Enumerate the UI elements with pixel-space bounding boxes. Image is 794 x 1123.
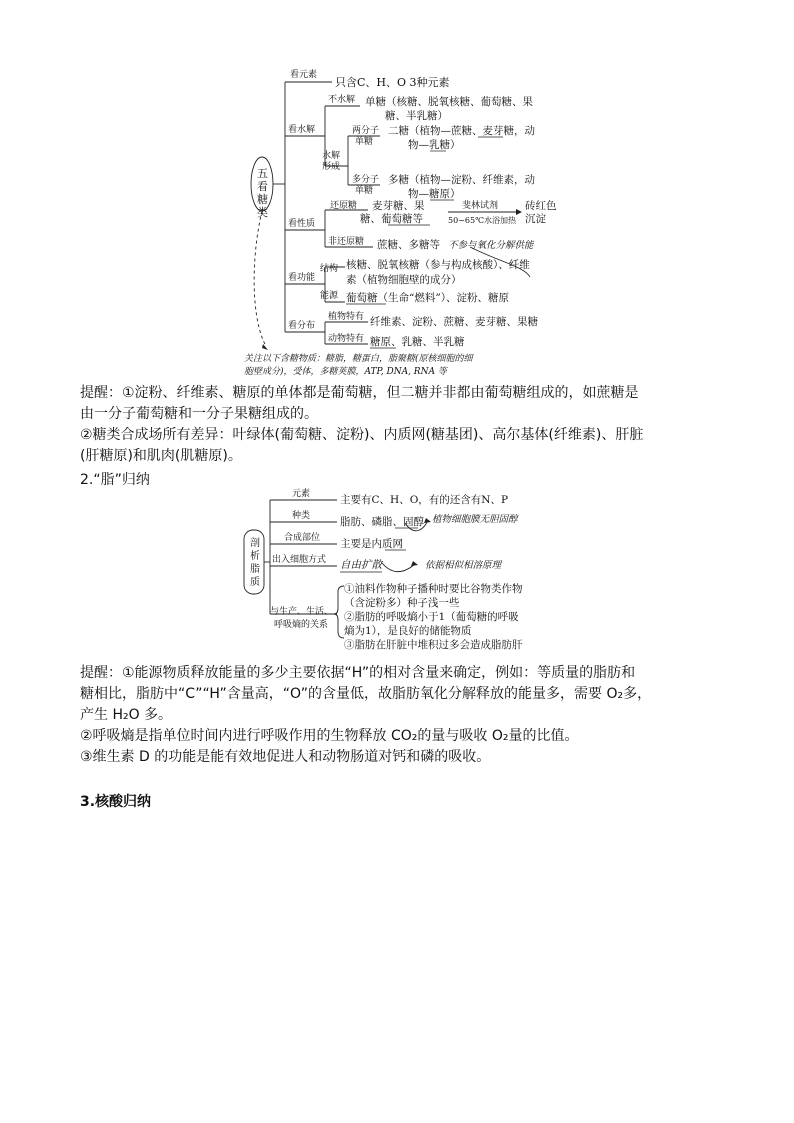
b2-b1-label1: 两分子	[352, 126, 380, 136]
lipid-root-1: 剖	[250, 538, 260, 549]
lipid-root-3: 脂	[250, 564, 260, 575]
b2-b1-text2: 物—乳糖）	[408, 139, 461, 151]
lipid-b3-label: 合成部位	[284, 533, 321, 543]
sugar-concept-map	[240, 62, 580, 380]
root-label-4: 类	[257, 206, 268, 219]
lipid-b4-note: 依据相似相溶原理	[425, 560, 502, 571]
b2-a-text2: 糖、半乳糖）	[385, 110, 448, 122]
b2-b2-text2: 物—糖原）	[408, 188, 461, 200]
b5-b-text: 糖原、乳糖、半乳糖	[370, 336, 465, 348]
b1-label: 看元素	[290, 70, 318, 80]
b3-a-text1: 麦芽糖、果	[372, 200, 425, 212]
b3-label: 看性质	[288, 219, 316, 229]
b2-a-label: 不水解	[328, 95, 356, 105]
b2-label: 看水解	[288, 125, 316, 135]
tip1-line4: (肝糖原)和肌肉(肌糖原)。	[80, 448, 242, 464]
b3-result1: 砖红色	[525, 200, 557, 212]
lipid-root-2: 析	[250, 551, 260, 562]
note-line-2: 胞壁成分)，受体，多糖荚膜，ATP, DNA, RNA 等	[244, 367, 447, 377]
lipid-b1-label: 元素	[292, 489, 311, 499]
b5-b-label: 动物特有	[328, 334, 365, 344]
tip1-line3: ②糖类合成场所有差异：叶绿体(葡萄糖、淀粉)、内质网(糖基团)、高尔基体(纤维素)、肝脏	[80, 427, 644, 443]
lipid-b1-text: 主要有C、H、O，有的还含有N、P	[340, 494, 509, 506]
tip1-line2: 由一分子葡萄糖和一分子果糖组成的。	[80, 406, 318, 422]
b4-a-text2: 素（植物细胞壁的成分）	[346, 274, 462, 286]
b3-reagent: 斐林试剂	[462, 201, 499, 211]
b5-a-label: 植物特有	[328, 312, 365, 322]
lipid-b5-t4: 熵为1），是良好的储能物质	[344, 625, 472, 637]
lipid-b2-text: 脂肪、磷脂、固醇	[340, 516, 424, 528]
tip2-line1: 提醒：①能源物质释放能量的多少主要依据“H”的相对含量来确定，例如：等质量的脂肪和	[80, 665, 636, 681]
b3-result2: 沉淀	[525, 213, 546, 225]
b2-b-label2: 形成	[322, 162, 341, 172]
b1-text: 只含C、H、O 3种元素	[335, 76, 450, 89]
b3-b-label: 非还原糖	[328, 237, 365, 247]
b3-condition: 50~65℃水浴加热	[448, 216, 517, 225]
tip-sugar	[80, 383, 720, 467]
lipid-concept-map	[240, 488, 590, 651]
b4-label: 看功能	[288, 273, 316, 283]
lipid-root-4: 质	[250, 577, 260, 588]
b3-a-text2: 糖、葡萄糖等	[360, 213, 423, 225]
lipid-b4-text: 自由扩散	[340, 559, 382, 571]
b2-b1-label2: 单糖	[355, 137, 374, 147]
b3-a-label: 还原糖	[330, 201, 358, 211]
b2-b2-label1: 多分子	[352, 175, 380, 185]
heading-lipid: 2.“脂”归纳	[80, 472, 150, 488]
lipid-b5-t1: ①油料作物种子播种时要比谷物类作物	[344, 583, 523, 595]
lipid-b3-text: 主要是内质网	[340, 538, 403, 550]
tip1-line1: 提醒：①淀粉、纤维素、糖原的单体都是葡萄糖，但二糖并非都由葡萄糖组成的，如蔗糖是	[80, 385, 639, 401]
lipid-b2-label: 种类	[292, 511, 311, 521]
tip2-line3: 产生 H₂O 多。	[80, 707, 173, 723]
lipid-b5-t3: ②脂肪的呼吸熵小于1（葡萄糖的呼吸	[344, 611, 519, 623]
lipid-b2-note: 植物细胞膜无胆固醇	[432, 514, 518, 525]
lipid-b5-t5: ③脂肪在肝脏中堆积过多会造成脂肪肝	[344, 639, 523, 651]
b2-b2-label2: 单糖	[355, 186, 374, 196]
root-label-3: 糖	[257, 193, 268, 206]
b2-b-label1: 水解	[322, 151, 341, 161]
tip2-line5: ③维生素 D 的功能是能有效地促进人和动物肠道对钙和磷的吸收。	[80, 749, 491, 765]
b2-b2-text1: 多糖（植物—淀粉、纤维素，动	[388, 174, 535, 186]
root-label-1: 五	[257, 167, 268, 180]
b4-b-label: 能源	[320, 291, 339, 301]
b4-a-label: 结构	[320, 264, 339, 274]
heading-nucleic-acid: 3.核酸归纳	[80, 794, 152, 810]
b2-a-text1: 单糖（核糖、脱氧核糖、葡萄糖、果	[365, 96, 533, 108]
lipid-b5-label2: 呼吸熵的关系	[274, 620, 329, 630]
tip2-line2: 糖相比，脂肪中“C”“H”含量高，“O”的含量低，故脂肪氧化分解释放的能量多，需要 O₂多，	[80, 686, 652, 702]
tip-lipid	[80, 663, 720, 768]
b4-b-text: 葡萄糖（生命“燃料”）、淀粉、糖原	[346, 292, 509, 304]
tip2-line4: ②呼吸熵是指单位时间内进行呼吸作用的生物释放 CO₂的量与吸收 O₂量的比值。	[80, 728, 579, 744]
b4-a-text1: 核糖、脱氧核糖（参与构成核酸）、纤维	[346, 259, 530, 271]
b5-a-text: 纤维素、淀粉、蔗糖、麦芽糖、果糖	[370, 316, 538, 328]
b2-b1-text1: 二糖（植物—蔗糖、麦芽糖，动	[388, 125, 535, 137]
lipid-b4-label: 出入细胞方式	[272, 555, 327, 565]
root-label-2: 看	[257, 180, 268, 193]
lipid-b5-t2: （含淀粉多）种子浅一些	[344, 597, 460, 609]
b5-label: 看分布	[288, 321, 316, 331]
lipid-b5-label1: 与生产、生活、	[270, 607, 334, 617]
note-line-1: 关注以下含糖物质：糖脂，糖蛋白，脂聚糖(原核细胞的细	[244, 354, 473, 364]
b3-b-note: 不参与氧化分解供能	[448, 240, 534, 251]
b3-b-text: 蔗糖、多糖等	[377, 239, 440, 251]
